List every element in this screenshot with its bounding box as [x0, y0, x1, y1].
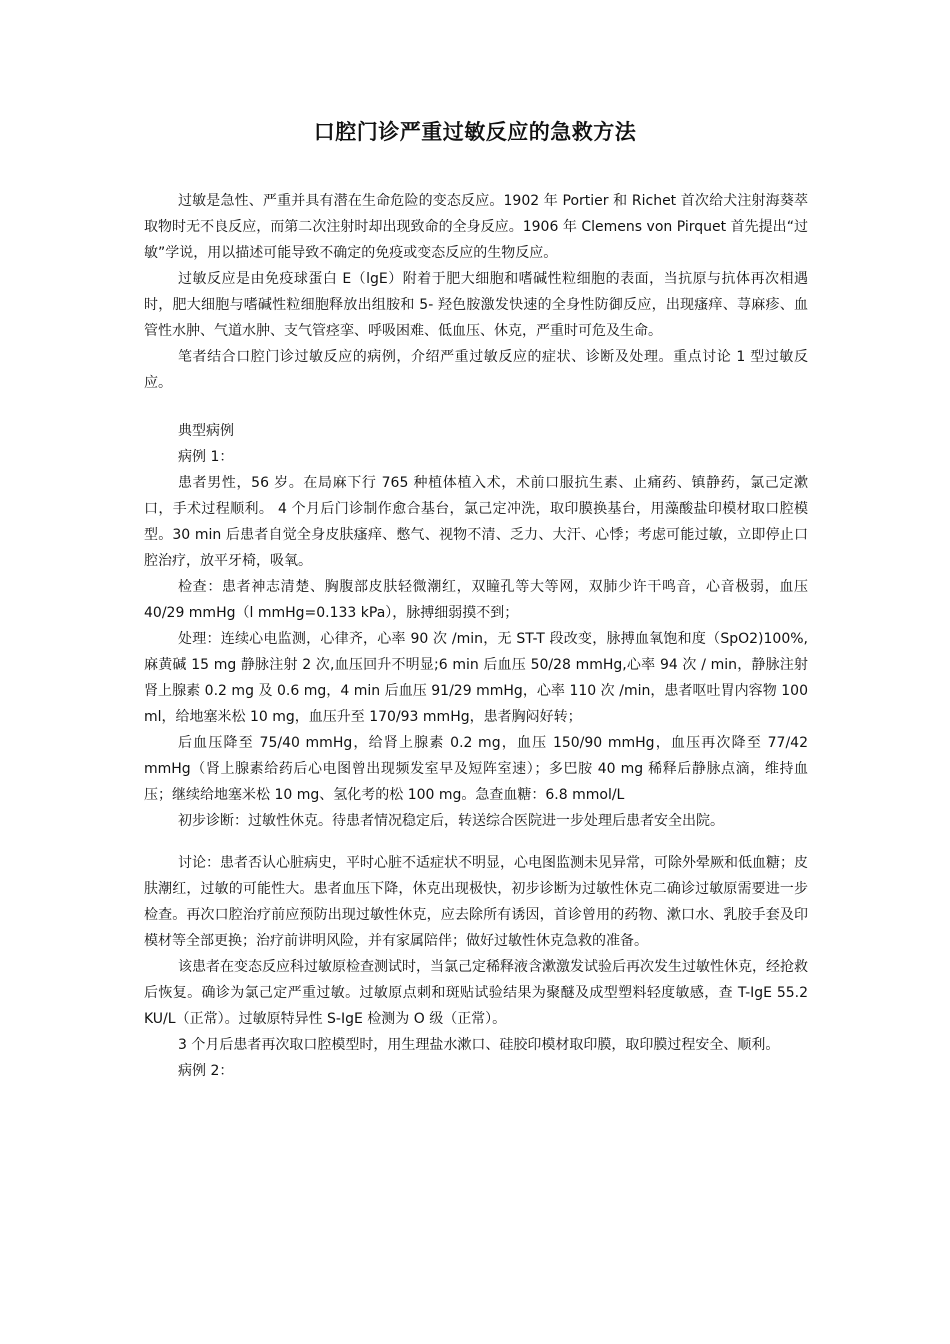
document-body	[144, 188, 808, 1084]
paragraph-intro-2: 过敏反应是由免疫球蛋白 E（lgE）附着于肥大细胞和嗜碱性粒细胞的表面，当抗原与抗体再次相遇时，肥大细胞与嗜碱性粒细胞释放出组胺和 5- 羟色胺激发快速的全身性防御反应，出现瘙痒、荨麻疹、血管性水肿、气道水肿、支气管痉挛、呼吸困难、低血压、休克，严重时可危及生命。	[144, 271, 808, 339]
case-heading-1: 病例 1：	[178, 449, 234, 465]
section-heading-typical-cases: 典型病例	[178, 423, 234, 439]
paragraph-intro-1: 过敏是急性、严重并具有潜在生命危险的变态反应。1902 年 Portier 和 Richet 首次给犬注射海葵萃取物时无不良反应，而第二次注射时却出现致命的全身反应。1906 年 Clemens von Pirquet 首先提出“过敏”学说，用以描述可能导致不确定的免疫或变态反应的生物反应。	[144, 193, 808, 261]
paragraph-allergen-test: 该患者在变态反应科过敏原检查测试时，当氯己定稀释液含漱激发试验后再次发生过敏性休克，经抢救后恢复。确诊为氯己定严重过敏。过敏原点刺和斑贴试验结果为聚醚及成型塑料轻度敏感，查 T-IgE 55.2 KU/L（正常）。过敏原特异性 S-IgE 检测为 O 级（正常）。	[144, 959, 808, 1027]
spacer	[144, 834, 808, 850]
paragraph-case1-exam: 检查：患者神志清楚、胸腹部皮肤轻微潮红，双瞳孔等大等网，双肺少许干鸣音，心音极弱，血压 40/29 mmHg（l mmHg=0.133 kPa），脉搏细弱摸不到；	[144, 579, 808, 621]
paragraph-case1-history: 患者男性，56 岁。在局麻下行 765 种植体植入术，术前口服抗生素、止痛药、镇静药，氯己定漱口，手术过程顺利。 4 个月后门诊制作愈合基台，氯己定冲洗，取印膜换基台，用藻酸盐印模材取口腔模型。30 min 后患者自觉全身皮肤瘙痒、憋气、视物不清、乏力、大汗、心悸；考虑可能过敏，立即停止口腔治疗，放平牙椅，吸氧。	[144, 475, 808, 569]
paragraph-case1-diagnosis: 初步诊断：过敏性休克。待患者情况稳定后，转送综合医院进一步处理后患者安全出院。	[178, 813, 724, 829]
spacer	[144, 396, 808, 418]
case-heading-2: 病例 2：	[178, 1063, 234, 1079]
paragraph-intro-3: 笔者结合口腔门诊过敏反应的病例，介绍严重过敏反应的症状、诊断及处理。重点讨论 1 型过敏反应。	[144, 349, 808, 391]
paragraph-three-months: 3 个月后患者再次取口腔模型时，用生理盐水漱口、硅胶印模材取印膜，取印膜过程安全、顺利。	[178, 1037, 780, 1053]
paragraph-discussion: 讨论：患者否认心脏病史，平时心脏不适症状不明显，心电图监测未见异常，可除外晕厥和低血糖；皮肤潮红，过敏的可能性大。患者血压下降，休克出现极快，初步诊断为过敏性休克二确诊过敏原需要进一步检查。再次口腔治疗前应预防出现过敏性休克，应去除所有诱因，首诊曾用的药物、漱口水、乳胶手套及印模材等全部更换；治疗前讲明风险，并有家属陪伴；做好过敏性休克急救的准备。	[144, 855, 808, 949]
document-title: 口腔门诊严重过敏反应的急救方法	[313, 120, 637, 144]
paragraph-case1-followup: 后血压降至 75/40 mmHg，给肾上腺素 0.2 mg，血压 150/90 mmHg，血压再次降至 77/42 mmHg（肾上腺素给药后心电图曾出现频发室早及短阵室速）；多巴胺 40 mg 稀释后静脉点滴，维持血压；继续给地塞米松 10 mg、氢化考的松 100 mg。急查血糖：6.8 mmol/L	[144, 735, 808, 803]
paragraph-case1-treatment: 处理：连续心电监测，心律齐，心率 90 次 /min，无 ST-T 段改变，脉搏血氧饱和度（SpO2)100%,麻黄碱 15 mg 静脉注射 2 次,血压回升不明显;6 min 后血压 50/28 mmHg,心率 94 次 / min，静脉注射肾上腺素 0.2 mg 及 0.6 mg，4 min 后血压 91/29 mmHg，心率 110 次 /min，患者呕吐胃内容物 100 ml，给地塞米松 10 mg，血压升至 170/93 mmHg，患者胸闷好转；	[144, 631, 808, 725]
